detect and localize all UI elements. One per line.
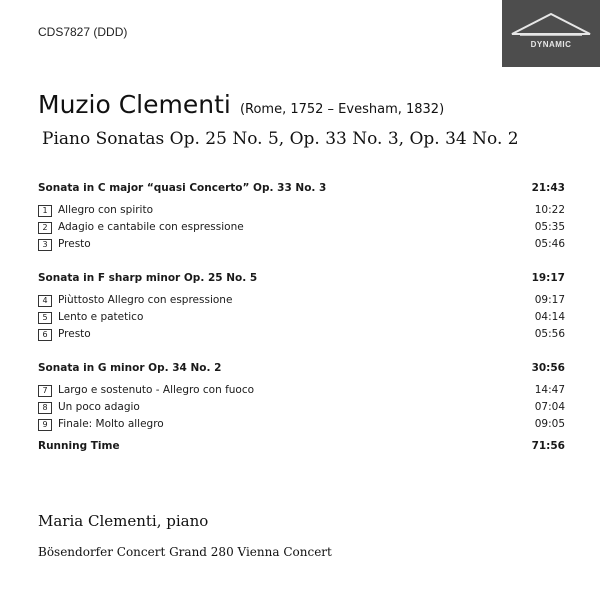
track-time: 07:04 bbox=[534, 401, 565, 413]
work-heading bbox=[38, 360, 565, 377]
track-title: Piùttosto Allegro con espressione bbox=[58, 294, 233, 306]
track-row bbox=[38, 236, 565, 253]
running-time-value: 71:56 bbox=[531, 440, 565, 452]
track-number: 8 bbox=[38, 402, 52, 414]
track-title: Allegro con spirito bbox=[58, 204, 154, 216]
track-number: 6 bbox=[38, 329, 52, 341]
work-heading bbox=[38, 270, 565, 287]
track-time: 14:47 bbox=[534, 384, 565, 396]
track-time: 04:14 bbox=[534, 311, 565, 323]
track-title: Un poco adagio bbox=[58, 401, 140, 413]
instrument-credit: Bösendorfer Concert Grand 280 Vienna Concert bbox=[38, 545, 332, 559]
track-title: Presto bbox=[58, 328, 91, 340]
track-title: Largo e sostenuto - Allegro con fuoco bbox=[58, 384, 255, 396]
track-row bbox=[38, 202, 565, 219]
track-row bbox=[38, 416, 565, 433]
work-total: 19:17 bbox=[531, 272, 565, 284]
track-title: Lento e patetico bbox=[58, 311, 144, 323]
work-total: 21:43 bbox=[531, 182, 565, 194]
track-number: 7 bbox=[38, 385, 52, 397]
work-total: 30:56 bbox=[531, 362, 565, 374]
track-time: 10:22 bbox=[534, 204, 565, 216]
track-title: Presto bbox=[58, 238, 91, 250]
performer-credit: Maria Clementi, piano bbox=[38, 512, 209, 530]
composer-name: Muzio Clementi bbox=[38, 90, 231, 119]
track-time: 09:17 bbox=[534, 294, 565, 306]
track-row bbox=[38, 219, 565, 236]
track-row bbox=[38, 309, 565, 326]
track-title: Finale: Molto allegro bbox=[58, 418, 164, 430]
dynamic-logo bbox=[502, 0, 600, 67]
work-title: Sonata in C major “quasi Concerto” Op. 33 No. 3 bbox=[38, 182, 327, 194]
track-time: 05:46 bbox=[534, 238, 565, 250]
track-number: 1 bbox=[38, 205, 52, 217]
composer-dates: (Rome, 1752 – Evesham, 1832) bbox=[239, 102, 445, 117]
running-time bbox=[38, 438, 565, 455]
work-heading bbox=[38, 180, 565, 197]
header bbox=[38, 90, 444, 119]
track-number: 2 bbox=[38, 222, 52, 234]
logo-building-icon bbox=[502, 0, 600, 67]
track-row bbox=[38, 382, 565, 399]
work-title: Sonata in F sharp minor Op. 25 No. 5 bbox=[38, 272, 258, 284]
work-title: Sonata in G minor Op. 34 No. 2 bbox=[38, 362, 222, 374]
track-title: Adagio e cantabile con espressione bbox=[58, 221, 244, 233]
track-number: 5 bbox=[38, 312, 52, 324]
album-subtitle: Piano Sonatas Op. 25 No. 5, Op. 33 No. 3, Op. 34 No. 2 bbox=[42, 129, 519, 149]
track-number: 3 bbox=[38, 239, 52, 251]
track-number: 4 bbox=[38, 295, 52, 307]
track-time: 05:56 bbox=[534, 328, 565, 340]
track-row bbox=[38, 326, 565, 343]
catalog-number: CDS7827 (DDD) bbox=[38, 25, 128, 39]
running-time-label: Running Time bbox=[38, 440, 120, 452]
track-row bbox=[38, 399, 565, 416]
track-number: 9 bbox=[38, 419, 52, 431]
track-time: 09:05 bbox=[534, 418, 565, 430]
tracklist bbox=[38, 180, 565, 455]
track-row bbox=[38, 292, 565, 309]
logo-text: DYNAMIC bbox=[530, 40, 572, 49]
track-time: 05:35 bbox=[534, 221, 565, 233]
